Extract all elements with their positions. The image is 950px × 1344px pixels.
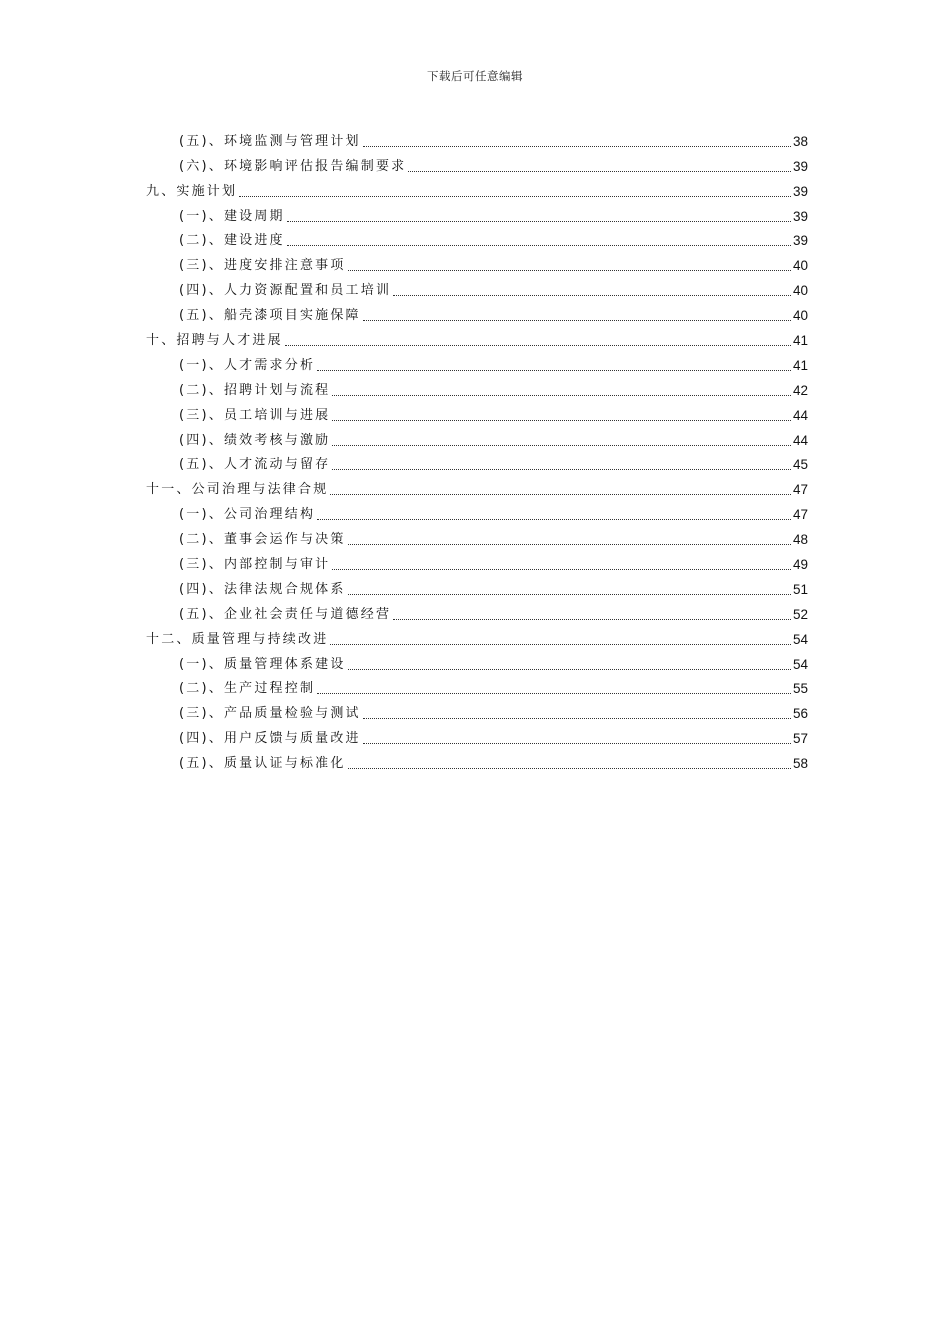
toc-dot-leader [317,693,791,694]
toc-section-entry[interactable] [146,250,808,275]
toc-section-entry[interactable] [146,524,808,549]
toc-dot-leader [287,245,791,246]
toc-entry-title: (四)、人力资源配置和员工培训 [179,283,392,299]
toc-dot-leader [348,669,791,670]
toc-chapter-entry[interactable] [146,325,808,350]
toc-entry-page-number: 40 [792,258,808,274]
toc-entry-page-number: 42 [792,382,808,398]
toc-entry-title: (二)、生产过程控制 [179,681,316,697]
toc-dot-leader [363,146,791,147]
toc-section-entry[interactable] [146,723,808,748]
toc-entry-page-number: 39 [792,208,808,224]
toc-dot-leader [287,221,791,222]
toc-entry-page-number: 47 [792,482,808,498]
toc-entry-title: (一)、公司治理结构 [179,507,316,523]
toc-entry-page-number: 48 [792,532,808,548]
toc-dot-leader [348,594,791,595]
page-header: 下载后可任意编辑 [427,69,523,83]
toc-entry-title: (四)、绩效考核与激励 [179,432,331,448]
toc-entry-title: (一)、人才需求分析 [179,357,316,373]
toc-section-entry[interactable] [146,574,808,599]
toc-section-entry[interactable] [146,275,808,300]
toc-entry-page-number: 45 [792,457,808,473]
toc-entry-page-number: 51 [792,581,808,597]
toc-dot-leader [363,743,791,744]
toc-dot-leader [363,320,791,321]
toc-entry-page-number: 40 [792,283,808,299]
toc-dot-leader [332,469,791,470]
toc-entry-title: (五)、企业社会责任与道德经营 [179,606,392,622]
toc-entry-page-number: 57 [792,731,808,747]
toc-section-entry[interactable] [146,375,808,400]
toc-dot-leader [332,569,791,570]
toc-dot-leader [285,345,791,346]
toc-dot-leader [348,270,791,271]
toc-entry-page-number: 44 [792,407,808,423]
toc-entry-page-number: 52 [792,606,808,622]
toc-section-entry[interactable] [146,425,808,450]
toc-section-entry[interactable] [146,400,808,425]
toc-dot-leader [348,768,791,769]
toc-dot-leader [332,445,791,446]
toc-entry-title: 九、实施计划 [146,183,238,199]
toc-entry-title: (四)、法律法规合规体系 [179,581,346,597]
toc-dot-leader [239,196,791,197]
toc-entry-title: (五)、质量认证与标准化 [179,756,346,772]
toc-dot-leader [332,395,791,396]
toc-section-entry[interactable] [146,674,808,699]
toc-entry-title: (二)、建设进度 [179,233,285,249]
toc-dot-leader [393,295,791,296]
toc-section-entry[interactable] [146,151,808,176]
toc-entry-page-number: 58 [792,756,808,772]
toc-entry-page-number: 47 [792,507,808,523]
toc-entry-page-number: 39 [792,233,808,249]
toc-entry-page-number: 44 [792,432,808,448]
toc-dot-leader [393,619,791,620]
toc-entry-title: (一)、质量管理体系建设 [179,656,346,672]
toc-section-entry[interactable] [146,649,808,674]
toc-entry-title: (三)、员工培训与进展 [179,407,331,423]
toc-entry-title: 十、招聘与人才进展 [146,333,283,349]
toc-dot-leader [348,544,791,545]
toc-entry-title: 十一、公司治理与法律合规 [146,482,329,498]
toc-entry-page-number: 41 [792,333,808,349]
toc-dot-leader [317,519,791,520]
toc-entry-page-number: 39 [792,158,808,174]
toc-dot-leader [330,644,791,645]
toc-dot-leader [332,420,791,421]
toc-entry-title: (三)、内部控制与审计 [179,557,331,573]
toc-section-entry[interactable] [146,350,808,375]
toc-entry-page-number: 41 [792,357,808,373]
toc-dot-leader [408,171,791,172]
toc-entry-page-number: 55 [792,681,808,697]
toc-entry-title: (五)、船壳漆项目实施保障 [179,308,361,324]
toc-section-entry[interactable] [146,300,808,325]
toc-entry-title: (三)、产品质量检验与测试 [179,706,361,722]
toc-entry-title: (四)、用户反馈与质量改进 [179,731,361,747]
toc-chapter-entry[interactable] [146,624,808,649]
toc-section-entry[interactable] [146,499,808,524]
toc-section-entry[interactable] [146,549,808,574]
toc-entry-title: (二)、招聘计划与流程 [179,382,331,398]
toc-entry-title: (三)、进度安排注意事项 [179,258,346,274]
toc-section-entry[interactable] [146,599,808,624]
toc-section-entry[interactable] [146,126,808,151]
toc-dot-leader [330,494,791,495]
toc-chapter-entry[interactable] [146,474,808,499]
toc-entry-title: (二)、董事会运作与决策 [179,532,346,548]
toc-section-entry[interactable] [146,226,808,251]
toc-entry-title: (五)、环境监测与管理计划 [179,133,361,149]
toc-entry-page-number: 38 [792,133,808,149]
toc-entry-title: (六)、环境影响评估报告编制要求 [179,158,407,174]
toc-chapter-entry[interactable] [146,176,808,201]
toc-section-entry[interactable] [146,748,808,773]
toc-entry-title: (五)、人才流动与留存 [179,457,331,473]
toc-entry-page-number: 40 [792,308,808,324]
toc-section-entry[interactable] [146,201,808,226]
toc-entry-page-number: 49 [792,557,808,573]
toc-entry-page-number: 54 [792,631,808,647]
toc-entry-title: 十二、质量管理与持续改进 [146,631,329,647]
toc-section-entry[interactable] [146,450,808,475]
toc-dot-leader [317,370,791,371]
toc-entry-page-number: 54 [792,656,808,672]
table-of-contents [146,126,808,773]
toc-entry-page-number: 56 [792,706,808,722]
toc-dot-leader [363,718,791,719]
toc-section-entry[interactable] [146,698,808,723]
toc-entry-title: (一)、建设周期 [179,208,285,224]
toc-entry-page-number: 39 [792,183,808,199]
